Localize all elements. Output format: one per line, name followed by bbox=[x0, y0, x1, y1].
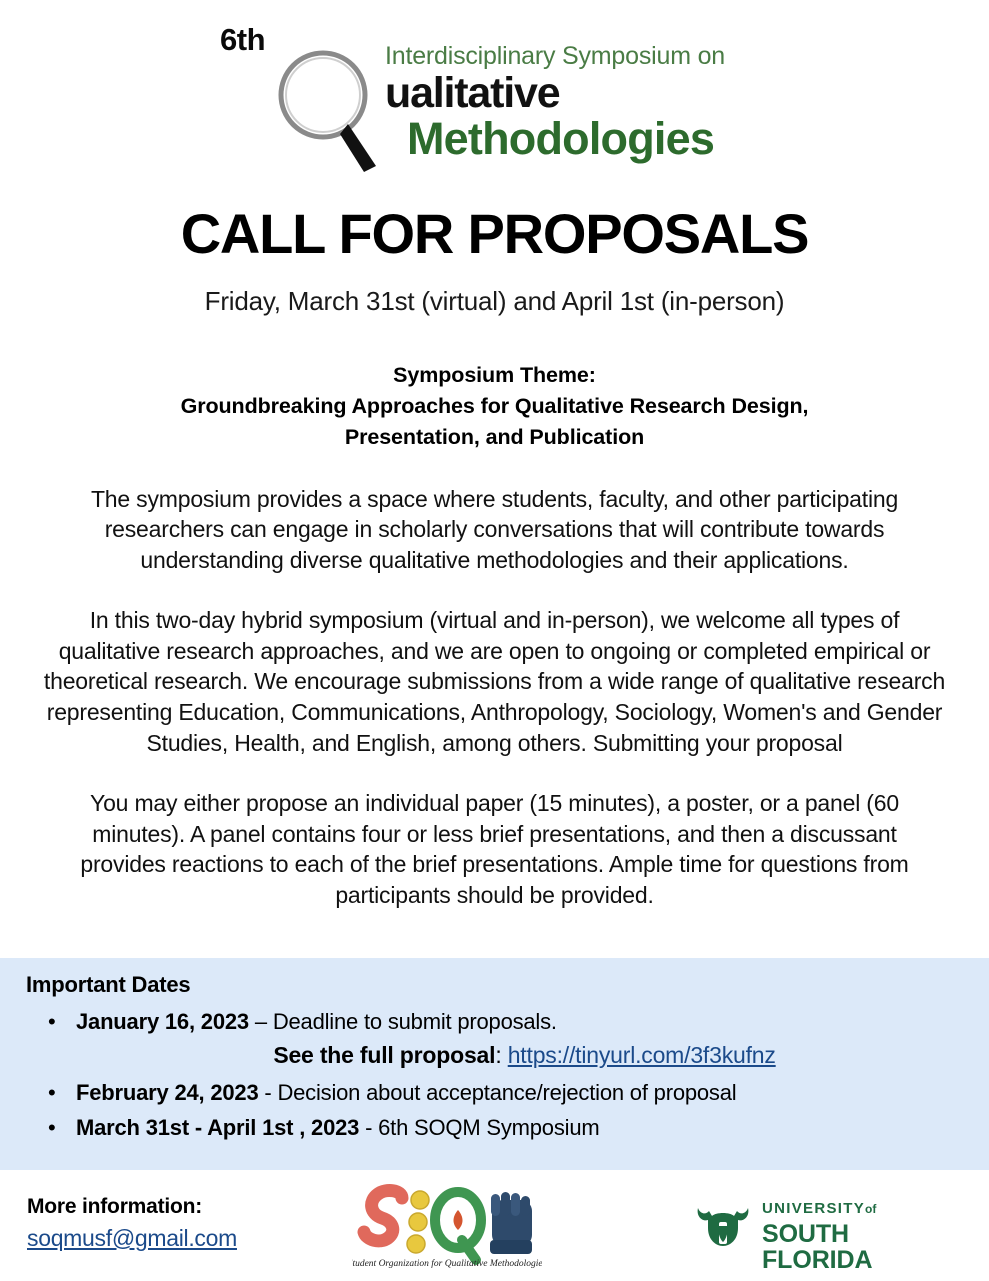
logo-tagline: Interdisciplinary Symposium on bbox=[385, 42, 725, 70]
bullet-icon: • bbox=[48, 1079, 56, 1105]
theme-label: Symposium Theme: bbox=[393, 363, 596, 387]
important-dates-heading: Important Dates bbox=[26, 972, 191, 997]
page-title: CALL FOR PROPOSALS bbox=[180, 202, 809, 265]
page-footer bbox=[0, 1170, 989, 1280]
usf-wordmark bbox=[762, 1200, 954, 1274]
list-item bbox=[0, 1005, 989, 1040]
date-separator: - bbox=[258, 1079, 278, 1105]
symposium-theme bbox=[0, 360, 989, 454]
theme-line-2: Presentation, and Publication bbox=[344, 425, 645, 450]
logo-methodologies: Methodologies bbox=[407, 112, 715, 164]
list-item bbox=[0, 1076, 989, 1111]
list-item bbox=[0, 1111, 989, 1146]
paragraph-formats: You may either propose an individual paper (15 minutes), a poster, or a panel (60 minutes). A panel contains four or less brief presentations, and then a discussant provides reactions to each of the brief presentations. Ample time for questions from participants should be provided. bbox=[80, 790, 909, 908]
important-dates-list-continued bbox=[0, 1076, 989, 1146]
soqm-logo bbox=[352, 1184, 542, 1276]
date-value: March 31st - April 1st , 2023 bbox=[76, 1114, 360, 1140]
theme-line-1: Groundbreaking Approaches for Qualitative Research Design, bbox=[180, 394, 809, 419]
date-value: February 24, 2023 bbox=[76, 1079, 259, 1105]
usf-logo bbox=[694, 1194, 954, 1275]
full-proposal-line bbox=[0, 1042, 989, 1069]
symposium-logo bbox=[0, 0, 989, 178]
full-proposal-label: See the full proposal bbox=[273, 1041, 496, 1068]
usf-university-word: UNIVERSITY bbox=[762, 1200, 866, 1217]
usf-line-1 bbox=[762, 1200, 876, 1217]
full-proposal-link[interactable]: https://tinyurl.com/3f3kufnz bbox=[507, 1041, 776, 1068]
bullet-icon: • bbox=[48, 1114, 56, 1140]
contact-block bbox=[27, 1195, 287, 1252]
magnifying-glass-icon bbox=[276, 48, 382, 173]
contact-email-wrapper bbox=[27, 1225, 287, 1252]
contact-email-link[interactable]: soqmusf@gmail.com bbox=[27, 1225, 237, 1251]
date-description: Decision about acceptance/rejection of proposal bbox=[277, 1079, 737, 1105]
date-separator: – bbox=[248, 1009, 273, 1034]
full-proposal-colon: : bbox=[495, 1041, 508, 1068]
logo-wordmark bbox=[385, 44, 945, 162]
edition-ordinal: 6th bbox=[220, 22, 265, 57]
date-value: January 16, 2023 bbox=[76, 1009, 249, 1034]
usf-line-2: SOUTH FLORIDA bbox=[762, 1220, 873, 1275]
usf-of-word: of bbox=[865, 1202, 877, 1216]
soqm-caption: Student Organization for Qualitative Methodologies bbox=[352, 1259, 542, 1269]
important-dates-section bbox=[0, 958, 989, 1170]
event-dateline: Friday, March 31st (virtual) and April 1st (in-person) bbox=[204, 286, 785, 316]
more-information-label: More information: bbox=[27, 1195, 203, 1218]
date-description: Deadline to submit proposals. bbox=[272, 1009, 557, 1034]
paragraph-overview: The symposium provides a space where students, faculty, and other participating researchers can engage in scholarly conversations that will contribute towards understanding diverse qualitative methodologies and their applications. bbox=[90, 485, 899, 573]
logo-qualitative: ualitative bbox=[385, 69, 560, 117]
important-dates-list bbox=[0, 1005, 989, 1040]
body-copy bbox=[0, 484, 989, 911]
bullet-icon: • bbox=[48, 1009, 56, 1034]
date-separator: - bbox=[359, 1114, 379, 1140]
date-description: 6th SOQM Symposium bbox=[378, 1114, 600, 1140]
paragraph-scope: In this two-day hybrid symposium (virtual and in-person), we welcome all types of qualitative research approaches, and we are open to ongoing or completed empirical or theoretical research. We encourage submissions from a wide range of qualitative research representing Education, Communications, Anthropology, Sociology, Women's and Gender Studies, Health, and English, among others. Submitting your proposal bbox=[43, 607, 946, 756]
